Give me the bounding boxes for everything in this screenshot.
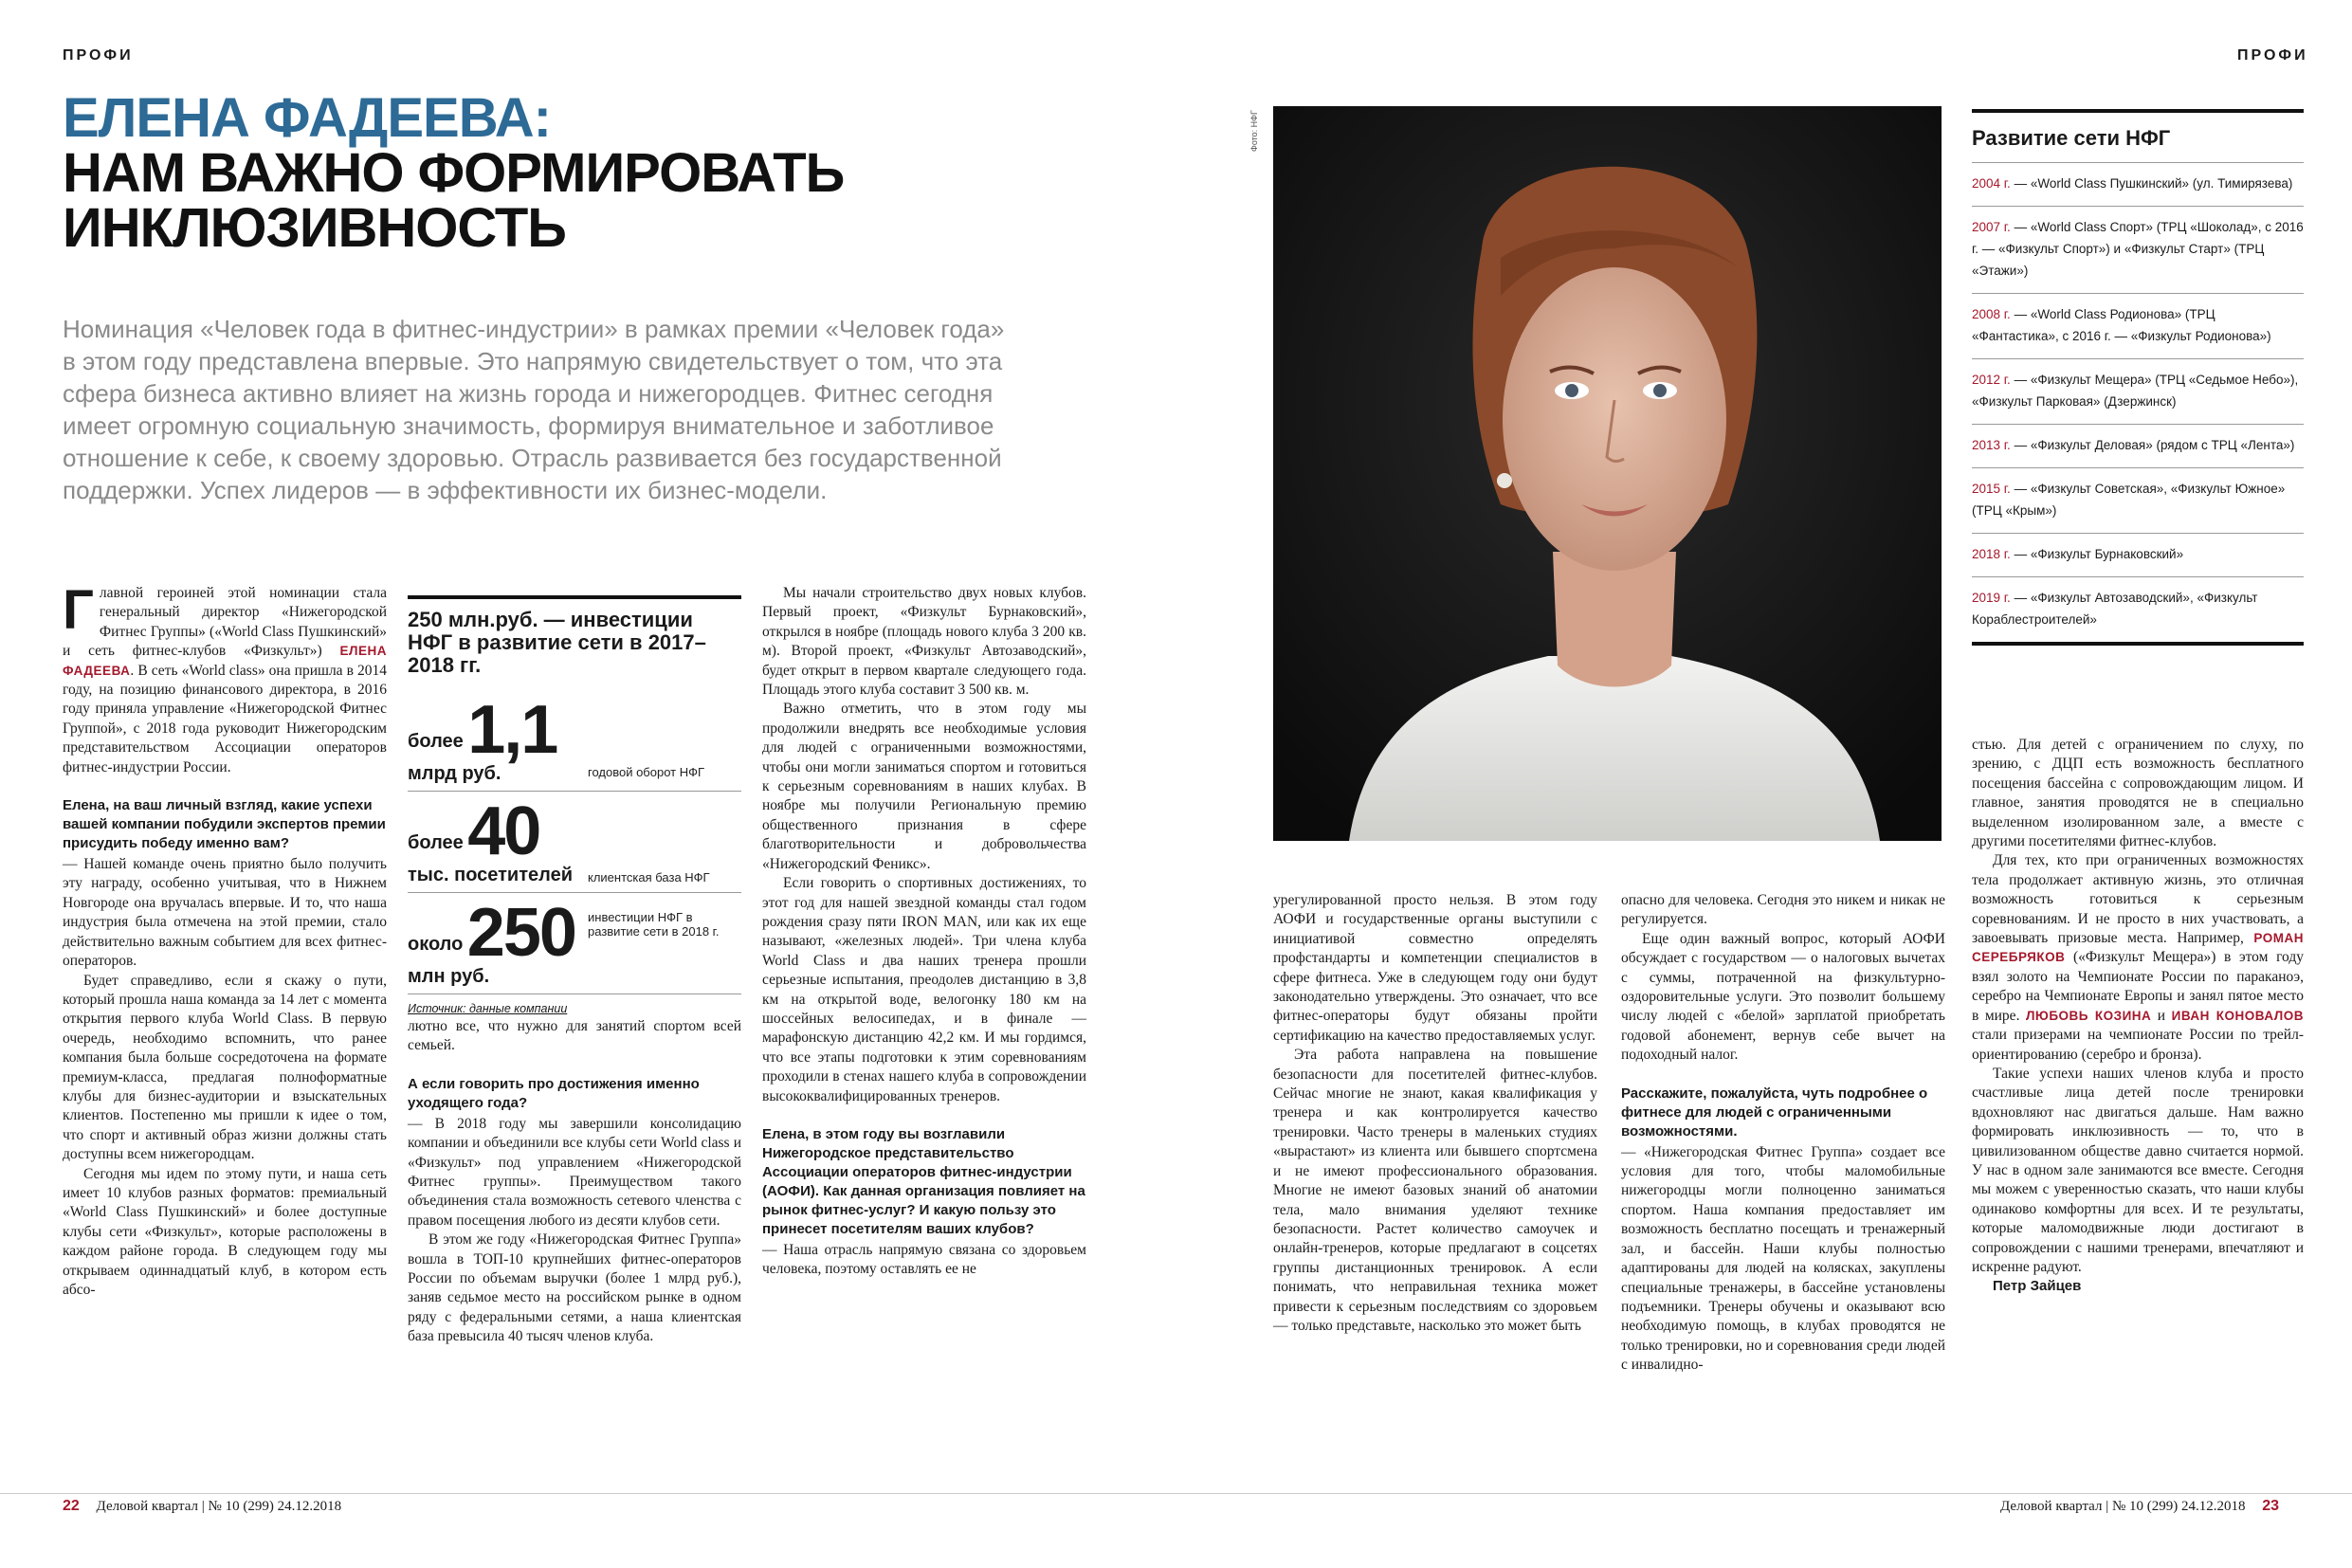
timeline-title: Развитие сети НФГ xyxy=(1972,126,2171,150)
timeline-sidebar xyxy=(1972,109,2304,646)
paragraph: лютно все, что нужно для занятий спортом всей семьей. xyxy=(408,1018,741,1054)
stat-value: 250 xyxy=(466,895,575,971)
stat-value: 40 xyxy=(467,793,540,869)
intro-paragraph: Главной героиней этой номинации стала генеральный директор «Нижегородской Фитнес Группы» («World Class Пушкинский» и сеть фитнес-клубов «Физкульт») ЕЛЕНА ФАДЕЕВА. В сеть «World class» она пришла в 2014 году, на позицию финансового директора, в 2016 году приняла управление «Нижегородской Фитнес Группой», с 2018 года руководит Нижегородским представительством Ассоциации операторов фитнес-индустрии России. xyxy=(63,579,387,775)
stat-clients: более 40 тыс. посетителей клиентская база НФГ xyxy=(408,792,741,893)
timeline-bottom-rule xyxy=(1972,642,2304,646)
timeline-item: 2015 г. — «Физкульт Советская», «Физкульт Южное» (ТРЦ «Крым») xyxy=(1972,467,2304,533)
paragraph: Если говорить о спортивных достижениях, то этот год для нашей звездной команды стал годом рождения сразу пяти IRON MAN, или как их еще называют, «железных людей». Три члена клуба World Class и два наших тренера прошли серьезные испытания, преодолев дистанцию в 3,8 км на открытой воде, велогонку 180 км на шоссейных велосипедах, и в финале — марафонскую дистанцию 42,2 км. И мы гордимся, что все этапы подготовки к этим соревнованиям проходили в стенах нашего клуба в сопровождении высококвалифицированных тренеров. xyxy=(762,875,1086,1104)
person-name: ЛЮБОВЬ КОЗИНА xyxy=(2025,1008,2152,1023)
lead-paragraph: Номинация «Человек года в фитнес-индустрии» в рамках премии «Человек года» в этом году представлена впервые. Это напрямую свидетельствует о том, что эта сфера бизнеса активно влияет на жизнь города и нижегородцев. Фитнес сегодня имеет огромную социальную значимость, формируя внимательное и заботливое отношение к себе, к своему здоровью. Отрасль развивается без государственной поддержки. Успех лидеров — в эффективности их бизнес-модели. xyxy=(63,315,1005,504)
page-number: 22 xyxy=(63,1498,80,1514)
paragraph: Будет справедливо, если я скажу о пути, который прошла наша команда за 14 лет с момента открытия первого клуба World Class. В первую очередь, необходимо вспомнить, что ранее компания была больше сосредоточена на формате премиум-класса, предлагая полноформатные клубы для бизнес-аудитории и взыскательных клиентов. Постепенно мы пришли к идее о том, что спорт и активный образ жизни должны стать доступны всем нижегородцам. xyxy=(63,972,387,1163)
headline-line2: НАМ ВАЖНО ФОРМИРОВАТЬ xyxy=(63,142,845,204)
stat-description: годовой оборот НФГ xyxy=(588,765,705,779)
paragraph: — Нашей команде очень приятно было получить эту награду, особенно учитывая, что в Нижнем Новгороде она вручалась впервые. И то, что наша индустрия была отмечена на этой премии, стало действительно важным событием для всех фитнес-операторов. xyxy=(63,856,387,970)
footer-left xyxy=(63,1498,341,1517)
question: Расскажите, пожалуйста, чуть подробнее о фитнесе для людей с ограниченными возможностями. xyxy=(1621,1085,1928,1140)
article-column-1 xyxy=(63,579,387,1300)
article-column-5 xyxy=(1621,891,1945,1376)
paragraph: — Наша отрасль напрямую связана со здоровьем человека, поэтому оставлять ее не xyxy=(762,1241,1086,1278)
timeline-item: 2007 г. — «World Class Спорт» (ТРЦ «Шоколад», с 2016 г. — «Физкульт Спорт») и «Физкульт Старт» (ТРЦ «Этажи») xyxy=(1972,206,2304,293)
photo-credit: Фото: НФГ xyxy=(1249,110,1259,152)
timeline-item: 2013 г. — «Физкульт Деловая» (рядом с ТРЦ «Лента») xyxy=(1972,424,2304,467)
source-note: Источник: данные компании xyxy=(408,1002,568,1015)
question: А если говорить про достижения именно уходящего года? xyxy=(408,1075,700,1111)
publication-info: Деловой квартал | № 10 (299) 24.12.2018 xyxy=(96,1499,342,1514)
paragraph: Эта работа направлена на повышение безопасности для посетителей фитнес-клубов. Сейчас многие не знают, какая квалификация у тренера и как контролируется качество тренировки. Часто тренеры в маленьких студиях «вырастают» из клиента или бывшего спортсмена и не имеют профессионального образования. Многие не имеют базовых знаний об анатомии тела, мало внимания уделяют технике безопасности. Растет количество самоучек и онлайн-тренеров, которые предлагают в соцсетях группы дистанционных тренировок. А если понимать, что неправильная техника может привести к серьезным последствиям со здоровьем — только представьте, насколько это может быть xyxy=(1273,1047,1597,1334)
timeline-item: 2018 г. — «Физкульт Бурнаковский» xyxy=(1972,533,2304,576)
stat-investment: около 250 млн руб. инвестиции НФГ в развитие сети в 2018 г. xyxy=(408,893,741,994)
person-name: ИВАН КОНОВАЛОВ xyxy=(2171,1008,2304,1023)
article-column-4 xyxy=(1273,891,1597,1336)
publication-info: Деловой квартал | № 10 (299) 24.12.2018 xyxy=(2000,1499,2246,1514)
paragraph: Сегодня мы идем по этому пути, и наша сеть имеет 10 клубов разных форматов: премиальный «World Class Пушкинский» и более доступные клубы сети «Физкульт», которые расположены в каждом районе города. В следующем году мы открываем одиннадцатый клуб, в котором есть абсо- xyxy=(63,1165,387,1298)
stat-value: 1,1 xyxy=(467,692,557,768)
facts-sidebar xyxy=(408,595,741,1015)
portrait-illustration xyxy=(1273,106,1942,841)
section-label-right: ПРОФИ xyxy=(2237,47,2308,64)
stat-description: клиентская база НФГ xyxy=(588,870,710,884)
headline xyxy=(63,87,1153,259)
stat-description: инвестиции НФГ в развитие сети в 2018 г. xyxy=(588,910,720,939)
footer-rule xyxy=(0,1493,2352,1494)
person-name: РОМАН СЕРЕБРЯКОВ xyxy=(1972,931,2304,965)
paragraph: Важно отметить, что в этом году мы продолжили внедрять все необходимые условия для людей с ограниченными возможностями, чтобы они могли заниматься спортом и готовиться к серьезным соревнованиям в наших клубах. В ноябре мы получили Региональную премию общественного признания в сфере благотворительности и добровольчества «Нижегородский Феникс». xyxy=(762,701,1086,872)
article-column-3 xyxy=(762,584,1086,1280)
paragraph: Такие успехи наших членов клуба и просто счастливые лица детей после тренировки вдохновляют нас двигаться дальше. Нам важно формировать инклюзивность — то, что в цивилизованном обществе давно считается нормой. У нас в одном зале занимаются все вместе. Сегодня мы можем с уверенностью сказать, что наши клубы одинаково комфортны для всех. И те результаты, которые маломодвижные люди достигают в сопровождении с нашими тренерами, впечатляют и искренне радуют. xyxy=(1972,1065,2304,1275)
paragraph: — «Нижегородская Фитнес Группа» создает все условия для того, чтобы маломобильные нижегородцы могли полноценно заниматься спортом. Наша компания предоставляет им возможность бесплатно посещать и тренажерный зал, и бассейн. Наши клубы полностью адаптированы для людей на колясках, закуплены специальные тренажеры, в бассейне установлены подъемники. Тренеры обучены и оказывают всю необходимую помощь, в клубах проводятся не только тренировки, но и соревнования среди людей с инвалидно- xyxy=(1621,1143,1945,1374)
paragraph: Еще один важный вопрос, который АОФИ обсуждает с государством — о налоговых вычетах с суммы, потраченной на физкультурно-оздоровительные услуги. Это позволит большему числу людей с «белой» зарплатой приобретать годовой абонемент, вернув себе вычет на подоходный налог. xyxy=(1621,930,1945,1064)
stat-revenue: более 1,1 млрд руб. годовой оборот НФГ xyxy=(408,690,741,792)
person-name: ЕЛЕНА ФАДЕЕВА xyxy=(63,644,387,678)
headline-line3: ИНКЛЮЗИВНОСТЬ xyxy=(63,197,566,259)
article-column-2 xyxy=(408,1017,741,1347)
paragraph: урегулированной просто нельзя. В этом году АОФИ и государственные органы выступили с инициативой совместно определять профстандарты и компетенции специалистов в сфере фитнеса. Уже в следующем году они будут законодательно утверждены. Это означает, что все фитнес-операторы будут обязаны пройти сертификацию на качество предоставляемых услуг. xyxy=(1273,892,1597,1044)
timeline-item: 2008 г. — «World Class Родионова» (ТРЦ «Фантастика», с 2016 г. — «Физкульт Родионова») xyxy=(1972,293,2304,358)
headline-name: ЕЛЕНА ФАДЕЕВА: xyxy=(63,87,551,149)
sidebar-title: 250 млн.руб. — инвестиции НФГ в развитие сети в 2017–2018 гг. xyxy=(408,608,706,677)
portrait-photo xyxy=(1273,106,1942,841)
paragraph: стью. Для детей с ограничением по слуху, по зрению, с ДЦП есть возможность бесплатного посещения бассейна с сопровождающим лицом. И главное, занятия проводятся не в специально выделенном изолированном зале, а вместе с другими посетителями фитнес-клубов. xyxy=(1972,737,2304,850)
timeline-item: 2012 г. — «Физкульт Мещера» (ТРЦ «Седьмое Небо»), «Физкульт Парковая» (Дзержинск) xyxy=(1972,358,2304,424)
paragraph: В этом же году «Нижегородская Фитнес Группа» вошла в ТОП-10 крупнейших фитнес-операторов России по объемам выручки (более 1 млрд руб.), заняв седьмое место на российском рынке в одном ряду с федеральными сетями, а наша клиентская база превысила 40 тысяч членов клуба. xyxy=(408,1231,741,1345)
author-byline: Петр Зайцев xyxy=(1993,1278,2082,1295)
paragraph: Мы начали строительство двух новых клубов. Первый проект, «Физкульт Бурнаковский», открылся в ноябре (площадь нового клуба 3 200 кв. м). Второй проект, «Физкульт Автозаводский», будет открыт в первом квартале следующего года. Площадь этого клуба составит 3 500 кв. м. xyxy=(762,585,1086,699)
article-column-6 xyxy=(1972,736,2304,1297)
timeline-item: 2019 г. — «Физкульт Автозаводский», «Физкульт Кораблестроителей» xyxy=(1972,576,2304,642)
timeline-item: 2004 г. — «World Class Пушкинский» (ул. Тимирязева) xyxy=(1972,162,2304,206)
paragraph: опасно для человека. Сегодня это никем и никак не регулируется. xyxy=(1621,892,1945,928)
footer-right xyxy=(2000,1498,2279,1517)
question: Елена, в этом году вы возглавили Нижегородское представительство Ассоциации операторов фитнес-индустрии (АОФИ). Как данная организация повлияет на рынок фитнес-услуг? И какую пользу это принесет посетителям ваших клубов? xyxy=(762,1125,1085,1237)
section-label-left: ПРОФИ xyxy=(63,47,134,64)
drop-cap: Г xyxy=(63,579,94,641)
question: Елена, на ваш личный взгляд, какие успехи вашей компании побудили экспертов премии присудить победу именно вам? xyxy=(63,797,386,852)
page-number: 23 xyxy=(2262,1498,2280,1514)
paragraph: Для тех, кто при ограниченных возможностях тела продолжает активную жизнь, это отличная возможность готовиться к серьезным соревнованиям. И не просто в них участвовать, а завоевывать призовые места. Например, РОМАН СЕРЕБРЯКОВ («Физкульт Мещера») в этом году взял золото на Чемпионате России по параканоэ, серебро на Чемпионате Европы и занял пятое место в мире. ЛЮБОВЬ КОЗИНА и ИВАН КОНОВАЛОВ стали призерами на чемпионате России по трейл-ориентированию (серебро и бронза). xyxy=(1972,852,2304,1063)
paragraph: — В 2018 году мы завершили консолидацию компании и объединили все клубы сети World class и «Физкульт» под управлением «Нижегородской Фитнес группы». Преимуществом такого объединения стала возможность сетевого членства с правом посещения любого из десяти клубов сети. xyxy=(408,1115,741,1229)
